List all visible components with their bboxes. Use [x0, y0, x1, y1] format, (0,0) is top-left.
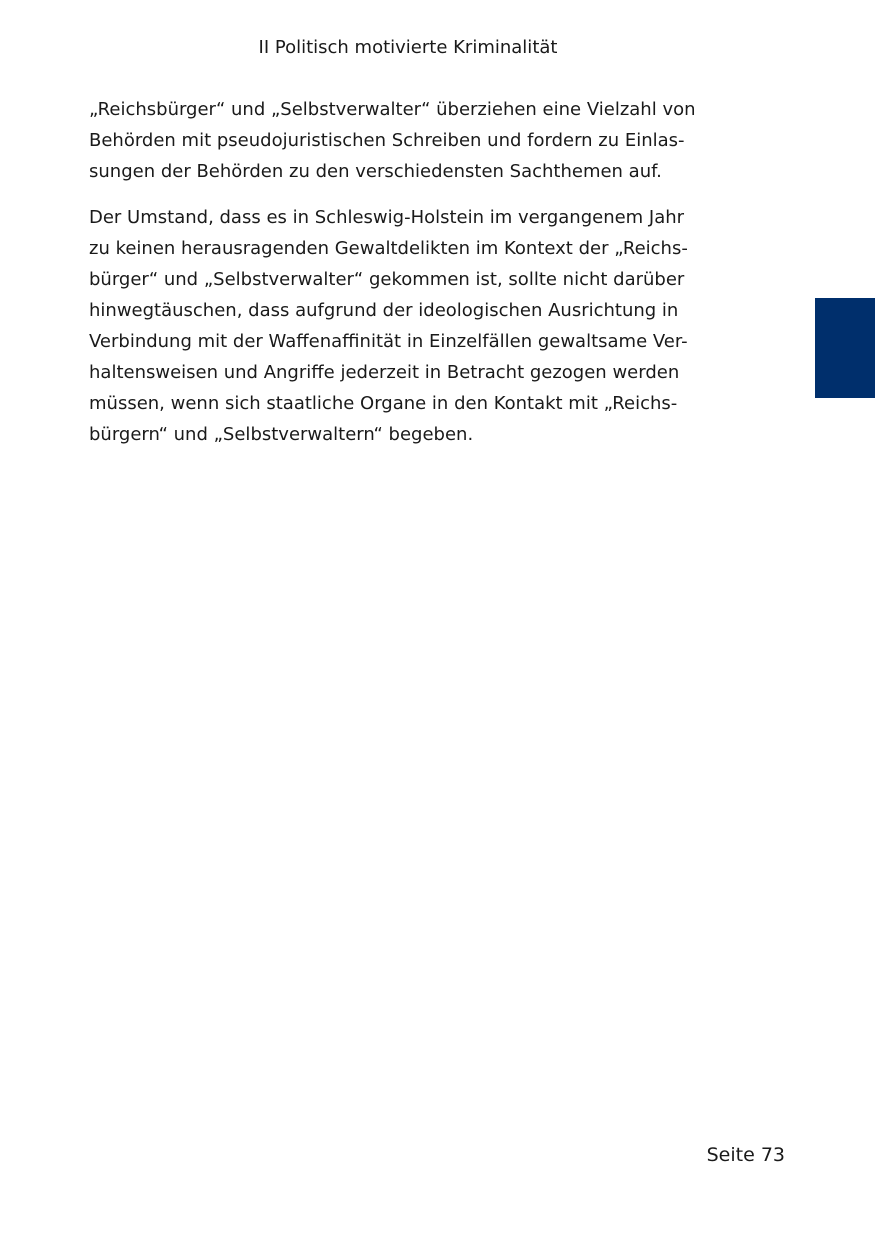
main-body-text [89, 94, 729, 465]
text-line: „Reichsbürger“ und „Selbstverwalter“ überziehen eine Vielzahl von [89, 99, 696, 120]
text-line: zu keinen herausragenden Gewaltdelikten im Kontext der „Reichs- [89, 238, 688, 259]
paragraph-2 [89, 202, 729, 450]
text-line: Verbindung mit der Waffenaffinität in Einzelfällen gewaltsame Ver- [89, 331, 688, 352]
paragraph-1 [89, 94, 729, 187]
text-line: müssen, wenn sich staatliche Organe in den Kontakt mit „Reichs- [89, 393, 678, 414]
chapter-marker-tab [815, 298, 875, 398]
text-line: hinwegtäuschen, dass aufgrund der ideologischen Ausrichtung in [89, 300, 679, 321]
text-line: Behörden mit pseudojuristischen Schreiben und fordern zu Einlas- [89, 130, 685, 151]
page-number: Seite 73 [706, 1144, 785, 1166]
text-line: Der Umstand, dass es in Schleswig-Holstein im vergangenem Jahr [89, 207, 685, 228]
text-line: bürgern“ und „Selbstverwaltern“ begeben. [89, 424, 474, 445]
text-line: sungen der Behörden zu den verschiedensten Sachthemen auf. [89, 161, 662, 182]
text-line: haltensweisen und Angriffe jederzeit in Betracht gezogen werden [89, 362, 680, 383]
text-line: bürger“ und „Selbstverwalter“ gekommen ist, sollte nicht darüber [89, 269, 685, 290]
running-header-section-title: II Politisch motivierte Kriminalität [258, 37, 558, 58]
